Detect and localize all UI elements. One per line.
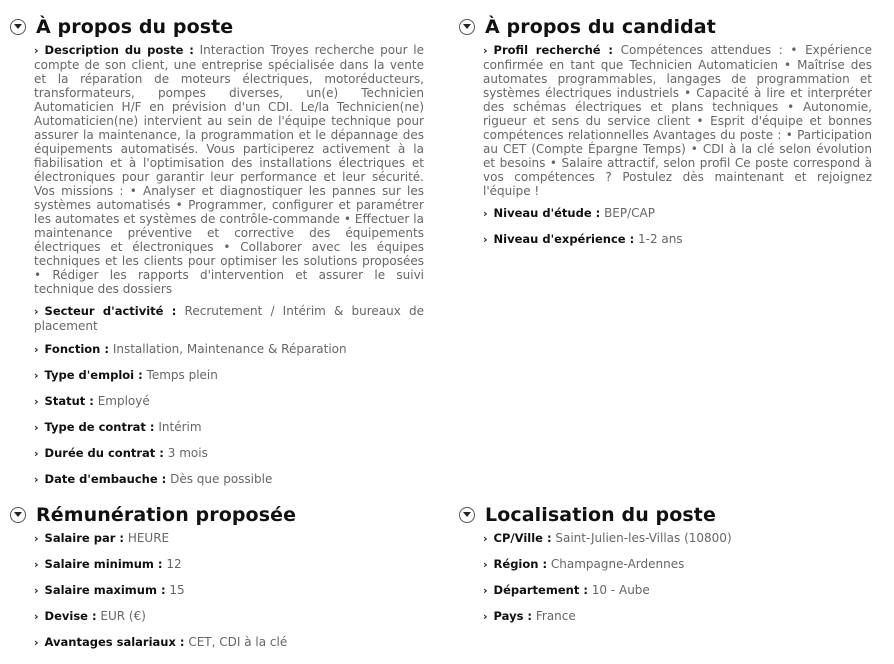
chevron-right-icon: › <box>34 421 39 434</box>
chevron-right-icon: › <box>483 532 488 545</box>
section-title: À propos du candidat <box>485 16 716 38</box>
status-field: › Statut : Employé <box>34 394 150 408</box>
function-field: › Fonction : Installation, Maintenance & Réparation <box>34 342 347 356</box>
chevron-right-icon: › <box>34 584 39 597</box>
chevron-right-icon: › <box>483 44 488 57</box>
chevron-down-icon[interactable] <box>459 507 475 523</box>
section-header[interactable] <box>459 14 872 40</box>
education-level-field: › Niveau d'étude : BEP/CAP <box>483 206 655 220</box>
chevron-right-icon: › <box>34 44 39 57</box>
chevron-down-icon[interactable] <box>10 507 26 523</box>
salary-per-field: › Salaire par : HEURE <box>34 531 170 545</box>
section-location <box>459 502 872 635</box>
chevron-right-icon: › <box>483 207 488 220</box>
chevron-down-icon[interactable] <box>459 19 475 35</box>
section-title: Rémunération proposée <box>36 504 297 526</box>
salary-min-field: › Salaire minimum : 12 <box>34 557 182 571</box>
chevron-down-icon[interactable] <box>10 19 26 35</box>
section-header[interactable] <box>10 502 424 528</box>
city-field: › CP/Ville : Saint-Julien-les-Villas (10800) <box>483 531 732 545</box>
section-header[interactable] <box>459 502 872 528</box>
section-title: Localisation du poste <box>485 504 716 526</box>
chevron-right-icon: › <box>483 558 488 571</box>
benefits-field: › Avantages salariaux : CET, CDI à la clé <box>34 635 288 649</box>
chevron-right-icon: › <box>34 636 39 649</box>
chevron-right-icon: › <box>34 395 39 408</box>
sector-field: › Secteur d'activité : Recrutement / Intérim & bureaux de placement <box>34 304 424 333</box>
contract-type-field: › Type de contrat : Intérim <box>34 420 202 434</box>
chevron-right-icon: › <box>34 305 39 318</box>
department-field: › Département : 10 - Aube <box>483 583 650 597</box>
region-field: › Région : Champagne-Ardennes <box>483 557 685 571</box>
profile-field: › Profil recherché : Compétences attendues : • Expérience confirmée en tant que Technicien Automaticien • Maîtrise des automates programmables, langages de programmation et systèmes électriques industriels • Capacité à lire et interpréter des schémas électriques et plans techniques • Autonomie, rigueur et sens du service client • Esprit d'équipe et bonnes compétences relationnelles Avantages du poste : • Participation au CET (Compte Épargne Temps) • CDI à la clé selon évolution et besoins • Salaire attractif, selon profil Ce poste correspond à vos compétences ? Postulez dès maintenant et rejoignez l'équipe ! <box>483 43 872 198</box>
chevron-right-icon: › <box>34 447 39 460</box>
chevron-right-icon: › <box>483 233 488 246</box>
currency-field: › Devise : EUR (€) <box>34 609 146 623</box>
chevron-right-icon: › <box>483 584 488 597</box>
hire-date-field: › Date d'embauche : Dès que possible <box>34 472 273 486</box>
job-description: › Description du poste : Interaction Troyes recherche pour le compte de son client, une entreprise spécialisée dans la vente et la réparation de moteurs électriques, motoréducteurs, transformateurs, pompes diverses, un(e) Technicien Automaticien H/F en prévision d'un CDI. Le/la Technicien(ne) Automaticien(ne) intervient au sein de l'équipe technique pour assurer la maintenance, la programmation et le dépannage des équipements automatisés. Vous participerez activement à la fiabilisation et à l'optimisation des installations électriques et électroniques pour garantir leur performance et leur sécurité. Vos missions : • Analyser et diagnostiquer les pannes sur les systèmes automatisés • Programmer, configurer et paramétrer les automates et systèmes de contrôle-commande • Effectuer la maintenance préventive et corrective des équipements électriques et électroniques • Collaborer avec les équipes techniques et les clients pour optimiser les solutions proposées • Rédiger les rapports d'intervention et assurer le suivi technique des dossiers <box>34 43 424 296</box>
country-field: › Pays : France <box>483 609 576 623</box>
experience-level-field: › Niveau d'expérience : 1-2 ans <box>483 232 683 246</box>
section-header[interactable] <box>10 14 424 40</box>
section-title: À propos du poste <box>36 16 234 38</box>
chevron-right-icon: › <box>34 473 39 486</box>
contract-duration-field: › Durée du contrat : 3 mois <box>34 446 208 460</box>
chevron-right-icon: › <box>34 532 39 545</box>
section-about-candidate <box>459 14 872 258</box>
employment-type-field: › Type d'emploi : Temps plein <box>34 368 218 382</box>
section-compensation <box>10 502 424 661</box>
chevron-right-icon: › <box>34 343 39 356</box>
chevron-right-icon: › <box>34 610 39 623</box>
chevron-right-icon: › <box>483 610 488 623</box>
salary-max-field: › Salaire maximum : 15 <box>34 583 185 597</box>
chevron-right-icon: › <box>34 558 39 571</box>
section-about-job <box>10 14 424 498</box>
chevron-right-icon: › <box>34 369 39 382</box>
